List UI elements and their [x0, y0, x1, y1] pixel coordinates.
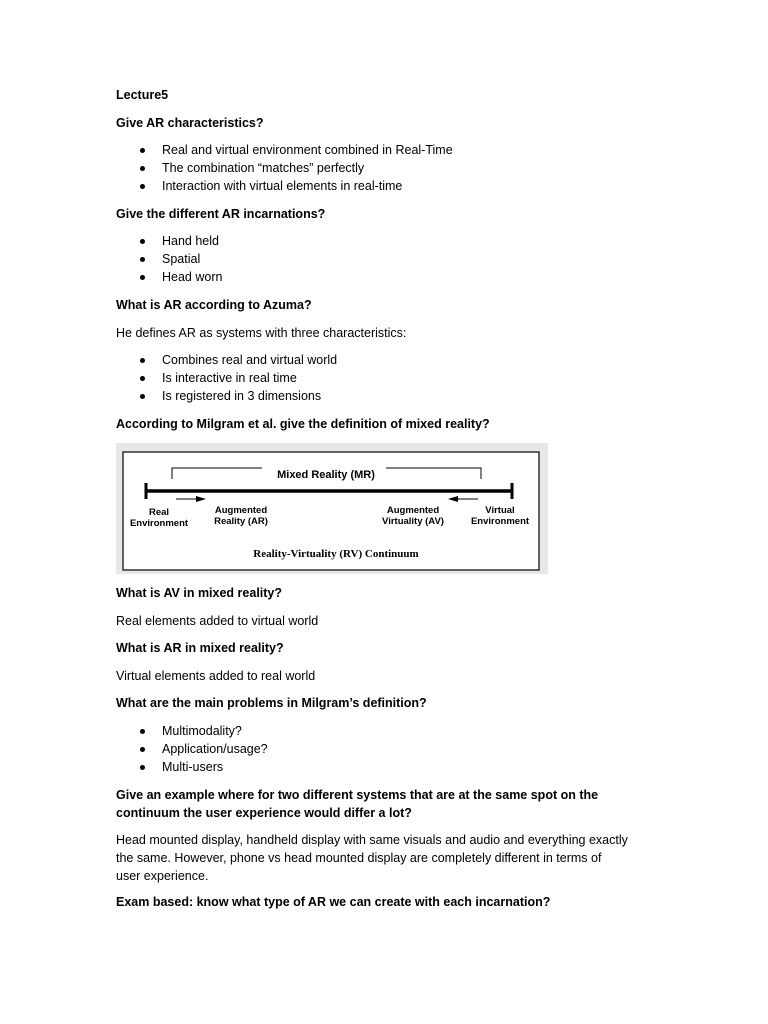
bullet-icon: [140, 765, 145, 770]
question-ar-incarnations: Give the different AR incarnations?: [116, 207, 326, 221]
bullet-icon: [140, 257, 145, 262]
answer-example-line-1: Head mounted display, handheld display with same visuals and audio and everything exactly: [116, 833, 628, 847]
list-item: Head worn: [162, 270, 223, 284]
list-item: Is interactive in real time: [162, 371, 297, 385]
question-example-line-2: continuum the user experience would differ a lot?: [116, 806, 412, 820]
list-item: Application/usage?: [162, 742, 268, 756]
question-example-line-1: Give an example where for two different systems that are at the same spot on the: [116, 788, 599, 802]
av-label-2: Virtuality (AV): [382, 516, 444, 527]
rv-continuum-diagram: [116, 443, 548, 574]
question-milgram: According to Milgram et al. give the definition of mixed reality?: [116, 417, 490, 431]
answer-ar: Virtual elements added to real world: [116, 669, 316, 683]
answer-example-line-2: the same. However, phone vs head mounted display are completely different in terms of: [116, 851, 602, 865]
lecture-title: Lecture5: [116, 88, 169, 102]
list-item: Multi-users: [162, 760, 224, 774]
list-item: Hand held: [162, 234, 219, 248]
rv-continuum-figure: [116, 443, 548, 574]
question-milgram-problems: What are the main problems in Milgram’s definition?: [116, 696, 427, 710]
figure-caption: Reality-Virtuality (RV) Continuum: [253, 548, 419, 560]
list-item: The combination “matches” perfectly: [162, 161, 365, 175]
answer-example-line-3: user experience.: [116, 869, 209, 883]
mr-label: Mixed Reality (MR): [277, 469, 375, 481]
list-item: Real and virtual environment combined in Real-Time: [162, 143, 453, 157]
bullet-icon: [140, 394, 145, 399]
list-item: Interaction with virtual elements in real-time: [162, 179, 403, 193]
av-label-1: Augmented: [386, 505, 440, 516]
list-item: Multimodality?: [162, 724, 242, 738]
question-ar-characteristics: Give AR characteristics?: [116, 116, 264, 130]
bullet-icon: [140, 148, 145, 153]
list-item: Is registered in 3 dimensions: [162, 389, 322, 403]
answer-av: Real elements added to virtual world: [116, 614, 319, 628]
list-item: Combines real and virtual world: [162, 353, 338, 367]
bullet-icon: [140, 166, 145, 171]
bullet-icon: [140, 747, 145, 752]
real-env-label-2: Environment: [129, 518, 189, 529]
ar-label-1: Augmented: [214, 505, 268, 516]
ar-label-2: Reality (AR): [214, 516, 268, 527]
bullet-icon: [140, 275, 145, 280]
bullet-icon: [140, 729, 145, 734]
virtual-env-label-1: Virtual: [485, 505, 515, 516]
virtual-env-label-2: Environment: [470, 516, 530, 527]
bullet-icon: [140, 358, 145, 363]
azuma-intro: He defines AR as systems with three characteristics:: [116, 326, 407, 340]
question-azuma: What is AR according to Azuma?: [116, 298, 312, 312]
real-env-label-1: Real: [148, 507, 170, 518]
bullet-icon: [140, 184, 145, 189]
bullet-icon: [140, 376, 145, 381]
question-av: What is AV in mixed reality?: [116, 586, 283, 600]
list-item: Spatial: [162, 252, 201, 266]
bullet-icon: [140, 239, 145, 244]
question-exam: Exam based: know what type of AR we can create with each incarnation?: [116, 895, 551, 909]
question-ar: What is AR in mixed reality?: [116, 641, 284, 655]
